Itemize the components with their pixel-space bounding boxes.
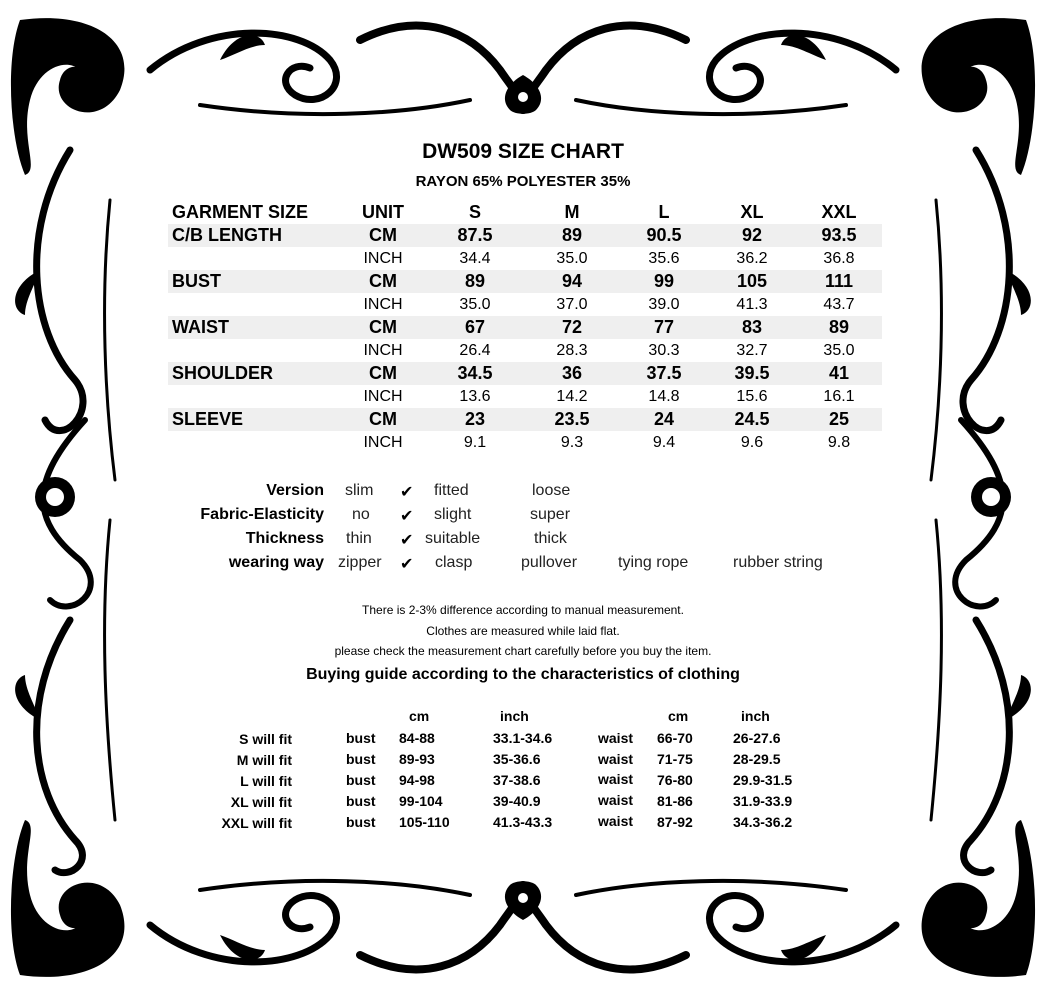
guide-bust-label: bust <box>346 751 376 767</box>
table-row-cb-length-cm <box>168 224 882 247</box>
feature-label-wearing-way: wearing way <box>228 554 324 571</box>
cell: INCH <box>363 249 403 267</box>
table-row-bust-inch <box>168 293 882 316</box>
header-unit: UNIT <box>362 201 404 222</box>
cell: 23.5 <box>524 408 620 431</box>
guide-waist-cm: 81-86 <box>657 793 693 809</box>
guide-bust-inch: 39-40.9 <box>493 793 541 809</box>
guide-size-label: S will fit <box>239 731 292 747</box>
guide-header-cm: cm <box>409 708 430 724</box>
cell: 16.1 <box>823 387 855 405</box>
check-icon: ✔ <box>400 484 414 501</box>
feature-option: slight <box>434 506 472 523</box>
check-icon: ✔ <box>400 556 414 573</box>
cell: 13.6 <box>459 387 491 405</box>
guide-bust-label: bust <box>346 814 376 830</box>
row-label: SHOULDER <box>168 362 340 385</box>
feature-option: suitable <box>425 530 481 547</box>
feature-option: rubber string <box>733 554 823 571</box>
cell: 23 <box>426 408 524 431</box>
guide-bust-inch: 37-38.6 <box>493 772 541 788</box>
cell: 25 <box>796 408 882 431</box>
cell: 14.2 <box>556 387 588 405</box>
check-icon: ✔ <box>400 532 414 549</box>
cell: 43.7 <box>823 295 855 313</box>
guide-bust-label: bust <box>346 772 376 788</box>
cell: 77 <box>620 316 708 339</box>
cell: CM <box>340 316 426 339</box>
guide-waist-label: waist <box>598 813 634 829</box>
cell: CM <box>340 224 426 247</box>
guide-bust-cm: 84-88 <box>399 730 435 746</box>
cell: CM <box>340 270 426 293</box>
cell: 37.0 <box>556 295 588 313</box>
cell: 35.0 <box>823 341 855 359</box>
feature-option: zipper <box>338 554 382 571</box>
cell: 94 <box>524 270 620 293</box>
fabric-composition: RAYON 65% POLYESTER 35% <box>415 173 631 190</box>
cell: 9.8 <box>827 433 851 451</box>
row-label: SLEEVE <box>168 408 340 431</box>
cell: 34.5 <box>426 362 524 385</box>
guide-waist-label: waist <box>598 730 634 746</box>
guide-bust-label: bust <box>346 793 376 809</box>
guide-waist-inch: 29.9-31.5 <box>733 772 793 788</box>
cell: INCH <box>363 341 403 359</box>
guide-bust-inch: 35-36.6 <box>493 751 541 767</box>
cell: 36.2 <box>736 249 768 267</box>
size-table <box>168 200 882 454</box>
cell: 72 <box>524 316 620 339</box>
guide-bust-cm: 105-110 <box>399 814 450 830</box>
cell: 9.6 <box>740 433 764 451</box>
note-laid-flat: Clothes are measured while laid flat. <box>426 624 620 638</box>
cell: CM <box>340 408 426 431</box>
guide-header-inch: inch <box>500 708 529 724</box>
table-row-shoulder-cm <box>168 362 882 385</box>
cell: 89 <box>524 224 620 247</box>
cell: 39.0 <box>648 295 680 313</box>
feature-option: loose <box>532 482 571 499</box>
cell: 36.8 <box>823 249 855 267</box>
cell: 35.0 <box>556 249 588 267</box>
cell: CM <box>340 362 426 385</box>
table-row-bust-cm <box>168 270 882 293</box>
cell: 39.5 <box>708 362 796 385</box>
guide-waist-cm: 87-92 <box>657 814 693 830</box>
note-check-chart: please check the measurement chart carefully before you buy the item. <box>334 644 712 658</box>
guide-bust-cm: 99-104 <box>399 793 443 809</box>
cell: 26.4 <box>459 341 491 359</box>
cell: 83 <box>708 316 796 339</box>
guide-waist-cm: 76-80 <box>657 772 693 788</box>
table-row-waist-cm <box>168 316 882 339</box>
cell: INCH <box>363 295 403 313</box>
feature-option: thin <box>346 530 372 547</box>
feature-option: super <box>530 506 571 523</box>
row-label: C/B LENGTH <box>168 224 340 247</box>
cell: 99 <box>620 270 708 293</box>
cell: 67 <box>426 316 524 339</box>
size-table-header <box>168 200 882 224</box>
guide-waist-cm: 66-70 <box>657 730 693 746</box>
guide-header-inch: inch <box>741 708 770 724</box>
cell: 35.6 <box>648 249 680 267</box>
feature-option: pullover <box>521 554 578 571</box>
buying-guide-title: Buying guide according to the characteristics of clothing <box>306 666 740 683</box>
guide-bust-label: bust <box>346 730 376 746</box>
guide-size-label: XL will fit <box>230 794 292 810</box>
row-label: BUST <box>168 270 340 293</box>
feature-option: fitted <box>434 482 469 499</box>
cell: 14.8 <box>648 387 680 405</box>
cell: 35.0 <box>459 295 491 313</box>
cell: 34.4 <box>459 249 491 267</box>
cell: 92 <box>708 224 796 247</box>
feature-option: tying rope <box>618 554 689 571</box>
cell: 41.3 <box>736 295 768 313</box>
cell: 87.5 <box>426 224 524 247</box>
table-row-shoulder-inch <box>168 385 882 408</box>
cell: 24 <box>620 408 708 431</box>
header-size-s: S <box>468 201 481 222</box>
cell: 30.3 <box>648 341 680 359</box>
feature-option: slim <box>345 482 374 499</box>
table-row-waist-inch <box>168 339 882 362</box>
header-size-xxl: XXL <box>821 201 857 222</box>
cell: INCH <box>363 433 403 451</box>
cell: 9.4 <box>652 433 676 451</box>
guide-waist-inch: 26-27.6 <box>733 730 781 746</box>
feature-option: no <box>352 506 370 523</box>
note-measurement-difference: There is 2-3% difference according to manual measurement. <box>362 603 684 617</box>
cell: 37.5 <box>620 362 708 385</box>
cell: 105 <box>708 270 796 293</box>
cell: 15.6 <box>736 387 768 405</box>
guide-bust-inch: 41.3-43.3 <box>493 814 553 830</box>
cell: 41 <box>796 362 882 385</box>
cell: 89 <box>426 270 524 293</box>
feature-label-fabric-elasticity: Fabric-Elasticity <box>200 506 324 523</box>
cell: 111 <box>796 270 882 293</box>
guide-size-label: L will fit <box>240 773 292 789</box>
guide-size-label: M will fit <box>236 752 292 768</box>
cell: 32.7 <box>736 341 768 359</box>
guide-waist-inch: 28-29.5 <box>733 751 781 767</box>
cell: 9.1 <box>463 433 487 451</box>
guide-waist-cm: 71-75 <box>657 751 693 767</box>
guide-size-label: XXL will fit <box>221 815 292 831</box>
guide-waist-inch: 31.9-33.9 <box>733 793 793 809</box>
guide-header-cm: cm <box>668 708 689 724</box>
guide-waist-inch: 34.3-36.2 <box>733 814 793 830</box>
feature-label-thickness: Thickness <box>245 530 324 547</box>
cell: 9.3 <box>560 433 584 451</box>
cell: 28.3 <box>556 341 588 359</box>
guide-bust-inch: 33.1-34.6 <box>493 730 553 746</box>
guide-waist-label: waist <box>598 771 634 787</box>
table-row-cb-length-inch <box>168 247 882 270</box>
guide-bust-cm: 94-98 <box>399 772 435 788</box>
feature-label-version: Version <box>266 482 324 499</box>
table-row-sleeve-cm <box>168 408 882 431</box>
table-row-sleeve-inch <box>168 431 882 454</box>
cell: 24.5 <box>708 408 796 431</box>
cell: 89 <box>796 316 882 339</box>
guide-waist-label: waist <box>598 792 634 808</box>
header-garment-size: GARMENT SIZE <box>172 201 309 222</box>
header-size-m: M <box>564 201 580 222</box>
guide-waist-label: waist <box>598 751 634 767</box>
feature-option: thick <box>534 530 567 547</box>
check-icon: ✔ <box>400 508 414 525</box>
header-size-l: L <box>658 201 670 222</box>
cell: 36 <box>524 362 620 385</box>
header-size-xl: XL <box>740 201 764 222</box>
page-title: DW509 SIZE CHART <box>422 140 624 163</box>
cell: 90.5 <box>620 224 708 247</box>
feature-option: clasp <box>435 554 473 571</box>
guide-bust-cm: 89-93 <box>399 751 435 767</box>
row-label: WAIST <box>168 316 340 339</box>
cell: 93.5 <box>796 224 882 247</box>
cell: INCH <box>363 387 403 405</box>
